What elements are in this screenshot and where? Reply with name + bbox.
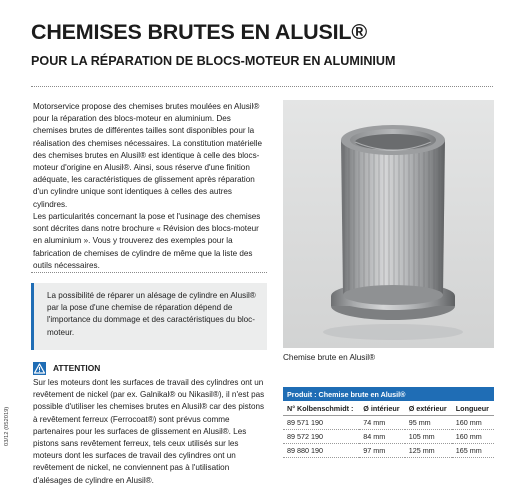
photo-caption: Chemise brute en Alusil® bbox=[283, 353, 376, 362]
info-callout bbox=[31, 283, 267, 350]
table-cell: 160 mm bbox=[452, 430, 494, 444]
table-row bbox=[283, 444, 494, 458]
column-header: Longueur bbox=[452, 401, 494, 416]
section-divider bbox=[31, 272, 267, 273]
callout-text: La possibilité de réparer un alésage de cylindre en Alusil® par la pose d'une chemise de réparation dépend de l'importance du dommage et des caractéristiques du bloc-moteur. bbox=[47, 291, 256, 337]
table-cell: 165 mm bbox=[452, 444, 494, 458]
side-document-code: 03/12 (052019) bbox=[4, 406, 10, 446]
table-cell: 105 mm bbox=[405, 430, 452, 444]
attention-heading: ATTENTION bbox=[53, 363, 101, 373]
warning-icon bbox=[33, 362, 46, 375]
table-cell: 89 571 190 bbox=[283, 416, 359, 430]
table-cell: 74 mm bbox=[359, 416, 404, 430]
table-cell: 84 mm bbox=[359, 430, 404, 444]
table-header-row bbox=[283, 401, 494, 416]
intro-paragraph-2: Les particularités concernant la pose et l'usinage des chemises sont décrites dans notre brochure « Révision des blocs-moteur en aluminium ». Vous y trouverez des exemples pour la fabrication de chemises de cylindre de même que la liste des outils nécessaires. bbox=[33, 212, 261, 270]
intro-paragraph-1: Motorservice propose des chemises brutes moulées en Alusil® pour la réparation des blocs-moteur en aluminium. Des chemises brutes de différentes tailles sont disponibles pour la réalisation des chemises nécessaires. La constitution matérielle des chemises brutes en Alusil® est identique à celle des blocs-moteur d'origine en Alusil®. Ainsi, sous réserve d'une finition adéquate, les caractéristiques de glissement après réparation d'un cylindre unique sont identiques à celles des autres cylindres. bbox=[33, 102, 262, 209]
table-cell: 97 mm bbox=[359, 444, 404, 458]
page-title: CHEMISES BRUTES EN ALUSIL® bbox=[31, 20, 367, 44]
column-header: Ø intérieur bbox=[359, 401, 404, 416]
table-cell: 125 mm bbox=[405, 444, 452, 458]
page-subtitle: POUR LA RÉPARATION DE BLOCS-MOTEUR EN ALUMINIUM bbox=[31, 54, 396, 68]
attention-text: Sur les moteurs dont les surfaces de travail des cylindres ont un revêtement de nickel (par ex. Galnikal® ou Nikasil®), il n'est pas possible d'utiliser les chemises brutes en Alusil® car des pistons à revêtement ferreux (Ferrocoat®) sont prévus comme partenaires pour les surfaces de glissement en Alusil®. Les pistons sans revêtement ferreux, tels ceux utilisés sur les moteurs dont les surfaces de travail des cylindres ont un revêtement de nickel, ne conviennent pas à l'utilisation d'alésages de cylindre en Alusil®. bbox=[33, 378, 265, 485]
cylinder-liner-illustration bbox=[283, 100, 494, 348]
table-cell: 89 572 190 bbox=[283, 430, 359, 444]
table-title-row bbox=[283, 387, 494, 401]
table-cell: 89 880 190 bbox=[283, 444, 359, 458]
table-cell: 95 mm bbox=[405, 416, 452, 430]
product-photo bbox=[283, 100, 494, 348]
table-row bbox=[283, 416, 494, 430]
product-table bbox=[283, 387, 494, 458]
column-header: Ø extérieur bbox=[405, 401, 452, 416]
table-cell: 160 mm bbox=[452, 416, 494, 430]
table-title: Produit : Chemise brute en Alusil® bbox=[283, 387, 494, 401]
table-row bbox=[283, 430, 494, 444]
top-divider bbox=[31, 86, 493, 87]
column-header: N° Kolbenschmidt : bbox=[283, 401, 359, 416]
